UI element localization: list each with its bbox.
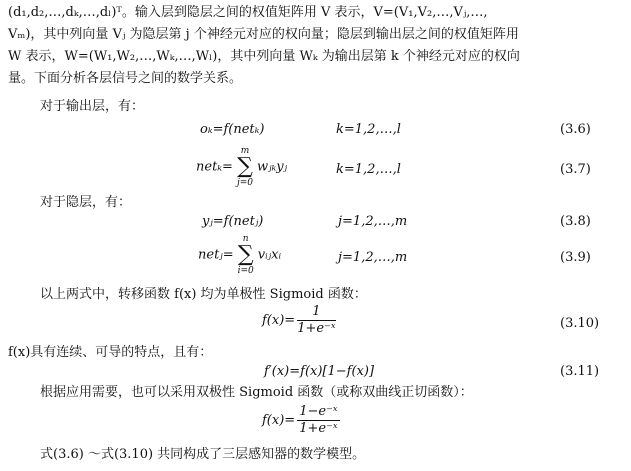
intro-line-1: (d₁,d₂,…,dₖ,…,dₗ)ᵀ。输入层到隐层之间的权值矩阵用 V 表示，V=(V₁,V₂,…,Vⱼ,…, — [8, 5, 488, 20]
denominator: 1+e⁻ˣ — [299, 421, 338, 436]
equation-bipolar-lhs: f(x)= — [262, 413, 296, 428]
equation-3-10 — [262, 304, 336, 337]
hidden-layer-label: 对于隐层，有： — [40, 195, 132, 210]
equation-3-7-term: wⱼₖyⱼ — [257, 159, 288, 175]
sum-upper-limit: m — [240, 146, 250, 156]
equation-3-8: yⱼ=f(netⱼ) — [202, 214, 264, 229]
equation-3-11-number: (3.11) — [560, 364, 600, 379]
fraction — [297, 404, 339, 437]
summation-sign: m ∑ j=0 — [236, 146, 253, 188]
equation-3-6: oₖ=f(netₖ) — [200, 122, 265, 137]
bipolar-sigmoid-text: 根据应用需要，也可以采用双极性 Sigmoid 函数（或称双曲线正切函数）： — [40, 385, 473, 400]
equation-3-7 — [196, 146, 287, 188]
intro-line-3: W 表示，W=(W₁,W₂,…,Wₖ,…,Wₗ)，其中列向量 Wₖ 为输出层第 k 个神经元对应的权向 — [8, 49, 520, 64]
equation-3-9-term: vᵢⱼxᵢ — [257, 247, 282, 263]
equation-3-7-condition: k=1,2,…,l — [336, 162, 401, 177]
fraction — [297, 304, 335, 337]
equation-3-9-number: (3.9) — [560, 250, 591, 265]
equation-3-8-condition: j=1,2,…,m — [338, 214, 408, 229]
sigmoid-intro-text: 以上两式中，转移函数 f(x) 均为单极性 Sigmoid 函数： — [40, 287, 367, 302]
numerator: 1−e⁻ˣ — [299, 404, 338, 419]
sum-lower-limit: j=0 — [236, 178, 253, 188]
intro-line-2: Vₘ)，其中列向量 Vⱼ 为隐层第 j 个神经元对应的权向量；隐层到输出层之间的权值矩阵用 — [8, 27, 519, 42]
intro-line-4: 量。下面分析各层信号之间的数学关系。 — [8, 71, 243, 86]
equation-3-10-number: (3.10) — [560, 316, 600, 331]
equation-bipolar-sigmoid — [262, 404, 340, 437]
derivative-property-text: f(x)具有连续、可导的特点，且有： — [8, 345, 213, 360]
numerator: 1 — [297, 304, 335, 321]
equation-3-10-lhs: f(x)= — [262, 313, 296, 328]
sum-lower-limit: i=0 — [237, 266, 254, 276]
equation-3-9-lhs: netⱼ= — [198, 247, 234, 263]
conclusion-text: 式(3.6) ～式(3.10) 共同构成了三层感知器的数学模型。 — [40, 447, 366, 462]
equation-3-9-condition: j=1,2,…,m — [338, 250, 408, 265]
equation-3-6-number: (3.6) — [560, 122, 591, 137]
summation-sign: n ∑ i=0 — [237, 234, 254, 276]
equation-3-9 — [198, 234, 281, 276]
denominator: 1+e⁻ˣ — [297, 321, 336, 336]
equation-3-7-number: (3.7) — [560, 162, 591, 177]
equation-3-11: f′(x)=f(x)[1−f(x)] — [264, 364, 375, 379]
equation-3-6-condition: k=1,2,…,l — [336, 122, 401, 137]
equation-3-7-lhs: netₖ= — [196, 159, 233, 175]
equation-3-8-number: (3.8) — [560, 214, 591, 229]
sum-upper-limit: n — [242, 234, 249, 244]
output-layer-label: 对于输出层，有： — [40, 99, 145, 114]
